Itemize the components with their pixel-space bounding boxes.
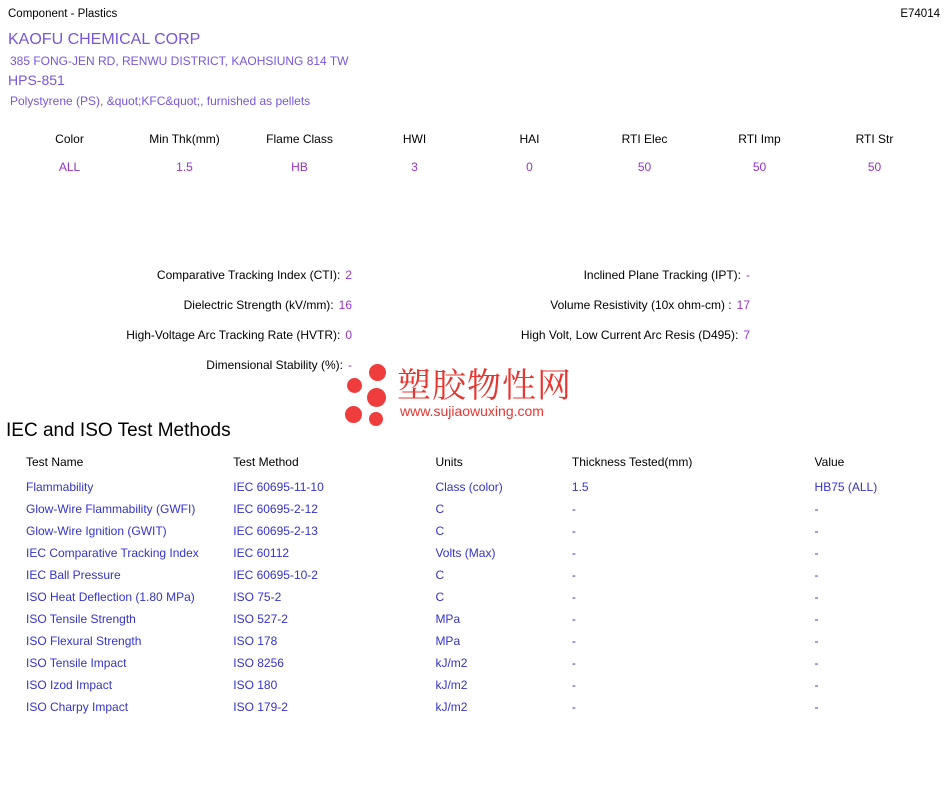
test-thickness: - xyxy=(571,590,576,604)
ratings-value-rti-str: 50 xyxy=(867,160,882,174)
model-designation: HPS-851 xyxy=(8,72,65,88)
property-ipt-label: Inclined Plane Tracking (IPT): xyxy=(583,268,741,282)
test-units: MPa xyxy=(435,612,461,626)
property-d495-value: 7 xyxy=(743,328,750,342)
ratings-value-hwi: 3 xyxy=(411,160,418,174)
property-dimensional-stability-label: Dimensional Stability (%): xyxy=(206,358,343,372)
table-row xyxy=(26,700,946,722)
test-units: C xyxy=(435,502,445,516)
test-units: C xyxy=(435,568,445,582)
test-units: kJ/m2 xyxy=(435,656,468,670)
tests-table xyxy=(26,455,946,722)
property-ipt-value: - xyxy=(746,268,750,282)
test-value: - xyxy=(814,502,819,516)
ratings-col-hai: HAI xyxy=(519,132,540,146)
test-method: ISO 178 xyxy=(233,634,278,648)
test-value: - xyxy=(814,524,819,538)
test-method: ISO 75-2 xyxy=(233,590,282,604)
property-cti xyxy=(0,268,352,282)
test-thickness: - xyxy=(571,634,576,648)
table-row xyxy=(26,568,946,590)
test-name: ISO Tensile Strength xyxy=(26,612,136,626)
test-method: IEC 60695-2-12 xyxy=(233,502,318,516)
test-units: kJ/m2 xyxy=(435,678,468,692)
test-thickness: - xyxy=(571,612,576,626)
ratings-col-rti-str: RTI Str xyxy=(855,132,894,146)
test-thickness: - xyxy=(571,678,576,692)
table-row xyxy=(26,656,946,678)
test-value: - xyxy=(814,612,819,626)
ratings-col-hwi: HWI xyxy=(402,132,427,146)
property-d495-label: High Volt, Low Current Arc Resis (D495): xyxy=(520,328,739,342)
test-value: HB75 (ALL) xyxy=(814,480,878,494)
test-value: - xyxy=(814,656,819,670)
property-hvtr-label: High-Voltage Arc Tracking Rate (HVTR): xyxy=(126,328,341,342)
table-row xyxy=(26,634,946,656)
test-name: ISO Tensile Impact xyxy=(26,656,127,670)
test-units: kJ/m2 xyxy=(435,700,468,714)
property-cti-value: 2 xyxy=(345,268,352,282)
watermark-dot xyxy=(369,412,383,426)
test-thickness: - xyxy=(571,502,576,516)
ratings-table-wrapper xyxy=(0,132,950,174)
watermark-dot xyxy=(347,378,362,393)
watermark-dots-icon xyxy=(345,364,401,426)
table-row xyxy=(26,524,946,546)
test-units: C xyxy=(435,524,445,538)
test-name: Glow-Wire Flammability (GWFI) xyxy=(26,502,196,516)
property-ipt xyxy=(430,268,750,282)
tests-col-units: Units xyxy=(435,455,463,469)
property-dielectric-strength xyxy=(0,298,352,312)
tests-col-value: Value xyxy=(814,455,845,469)
ratings-table xyxy=(12,132,932,174)
test-thickness: - xyxy=(571,568,576,582)
test-value: - xyxy=(814,568,819,582)
test-thickness: - xyxy=(571,546,576,560)
component-category: Component - Plastics xyxy=(8,8,118,20)
ratings-value-row xyxy=(12,160,932,174)
tests-section-title: IEC and ISO Test Methods xyxy=(6,420,231,441)
test-method: ISO 8256 xyxy=(233,656,284,670)
property-cti-label: Comparative Tracking Index (CTI): xyxy=(156,268,341,282)
company-address: 385 FONG-JEN RD, RENWU DISTRICT, KAOHSIUNG 814 TW xyxy=(10,54,349,68)
tests-col-test-method: Test Method xyxy=(233,455,299,469)
tests-header-row xyxy=(26,455,946,480)
material-description: Polystyrene (PS), &quot;KFC&quot;, furnished as pellets xyxy=(10,94,311,108)
test-value: - xyxy=(814,546,819,560)
property-hvtr xyxy=(0,328,352,342)
property-d495 xyxy=(430,328,750,342)
ratings-col-min-thk: Min Thk(mm) xyxy=(149,132,220,146)
table-row xyxy=(26,502,946,524)
ratings-col-rti-imp: RTI Imp xyxy=(738,132,781,146)
ratings-value-flame-class: HB xyxy=(291,160,308,174)
test-units: C xyxy=(435,590,445,604)
ratings-col-flame-class: Flame Class xyxy=(266,132,333,146)
test-value: - xyxy=(814,634,819,648)
test-thickness: - xyxy=(571,700,576,714)
test-value: - xyxy=(814,678,819,692)
property-dielectric-strength-value: 16 xyxy=(338,298,352,312)
test-name: Flammability xyxy=(26,480,94,494)
tests-col-thickness: Thickness Tested(mm) xyxy=(571,455,693,469)
property-dimensional-stability xyxy=(0,358,352,372)
table-row xyxy=(26,546,946,568)
test-method: IEC 60695-11-10 xyxy=(233,480,324,494)
test-method: ISO 527-2 xyxy=(233,612,288,626)
file-number: E74014 xyxy=(900,8,940,20)
document-header xyxy=(0,8,950,24)
property-volume-resistivity-value: 17 xyxy=(736,298,750,312)
test-name: ISO Izod Impact xyxy=(26,678,113,692)
test-name: IEC Comparative Tracking Index xyxy=(26,546,199,560)
ratings-value-min-thk: 1.5 xyxy=(176,160,193,174)
table-row xyxy=(26,678,946,700)
test-value: - xyxy=(814,700,819,714)
test-name: IEC Ball Pressure xyxy=(26,568,121,582)
watermark-dot xyxy=(345,406,362,423)
table-row xyxy=(26,480,946,502)
test-name: ISO Charpy Impact xyxy=(26,700,129,714)
watermark-site-url: www.sujiaowuxing.com xyxy=(400,403,544,419)
test-method: IEC 60695-10-2 xyxy=(233,568,318,582)
property-dielectric-strength-label: Dielectric Strength (kV/mm): xyxy=(183,298,334,312)
ratings-value-rti-elec: 50 xyxy=(637,160,652,174)
company-name: KAOFU CHEMICAL CORP xyxy=(8,31,201,48)
ratings-header-row xyxy=(12,132,932,160)
tests-table-wrapper xyxy=(0,455,950,722)
tests-col-test-name: Test Name xyxy=(26,455,84,469)
ratings-col-color: Color xyxy=(55,132,84,146)
test-thickness: 1.5 xyxy=(571,480,589,494)
test-thickness: - xyxy=(571,524,576,538)
property-dimensional-stability-value: - xyxy=(348,358,352,372)
watermark-dot xyxy=(369,364,386,381)
watermark xyxy=(345,358,595,430)
test-method: ISO 180 xyxy=(233,678,278,692)
ratings-value-color: ALL xyxy=(58,160,81,174)
table-row xyxy=(26,590,946,612)
ratings-col-rti-elec: RTI Elec xyxy=(621,132,668,146)
ratings-value-rti-imp: 50 xyxy=(752,160,767,174)
test-name: ISO Flexural Strength xyxy=(26,634,142,648)
watermark-dot xyxy=(367,388,386,407)
test-method: IEC 60112 xyxy=(233,546,290,560)
test-name: ISO Heat Deflection (1.80 MPa) xyxy=(26,590,195,604)
test-thickness: - xyxy=(571,656,576,670)
watermark-site-name: 塑胶物性网 xyxy=(397,366,572,406)
ratings-value-hai: 0 xyxy=(526,160,533,174)
test-method: IEC 60695-2-13 xyxy=(233,524,318,538)
test-units: Volts (Max) xyxy=(435,546,496,560)
test-name: Glow-Wire Ignition (GWIT) xyxy=(26,524,167,538)
table-row xyxy=(26,612,946,634)
property-hvtr-value: 0 xyxy=(345,328,352,342)
test-value: - xyxy=(814,590,819,604)
property-volume-resistivity-label: Volume Resistivity (10x ohm-cm) : xyxy=(550,298,732,312)
property-volume-resistivity xyxy=(430,298,750,312)
test-units: MPa xyxy=(435,634,461,648)
test-units: Class (color) xyxy=(435,480,503,494)
test-method: ISO 179-2 xyxy=(233,700,288,714)
